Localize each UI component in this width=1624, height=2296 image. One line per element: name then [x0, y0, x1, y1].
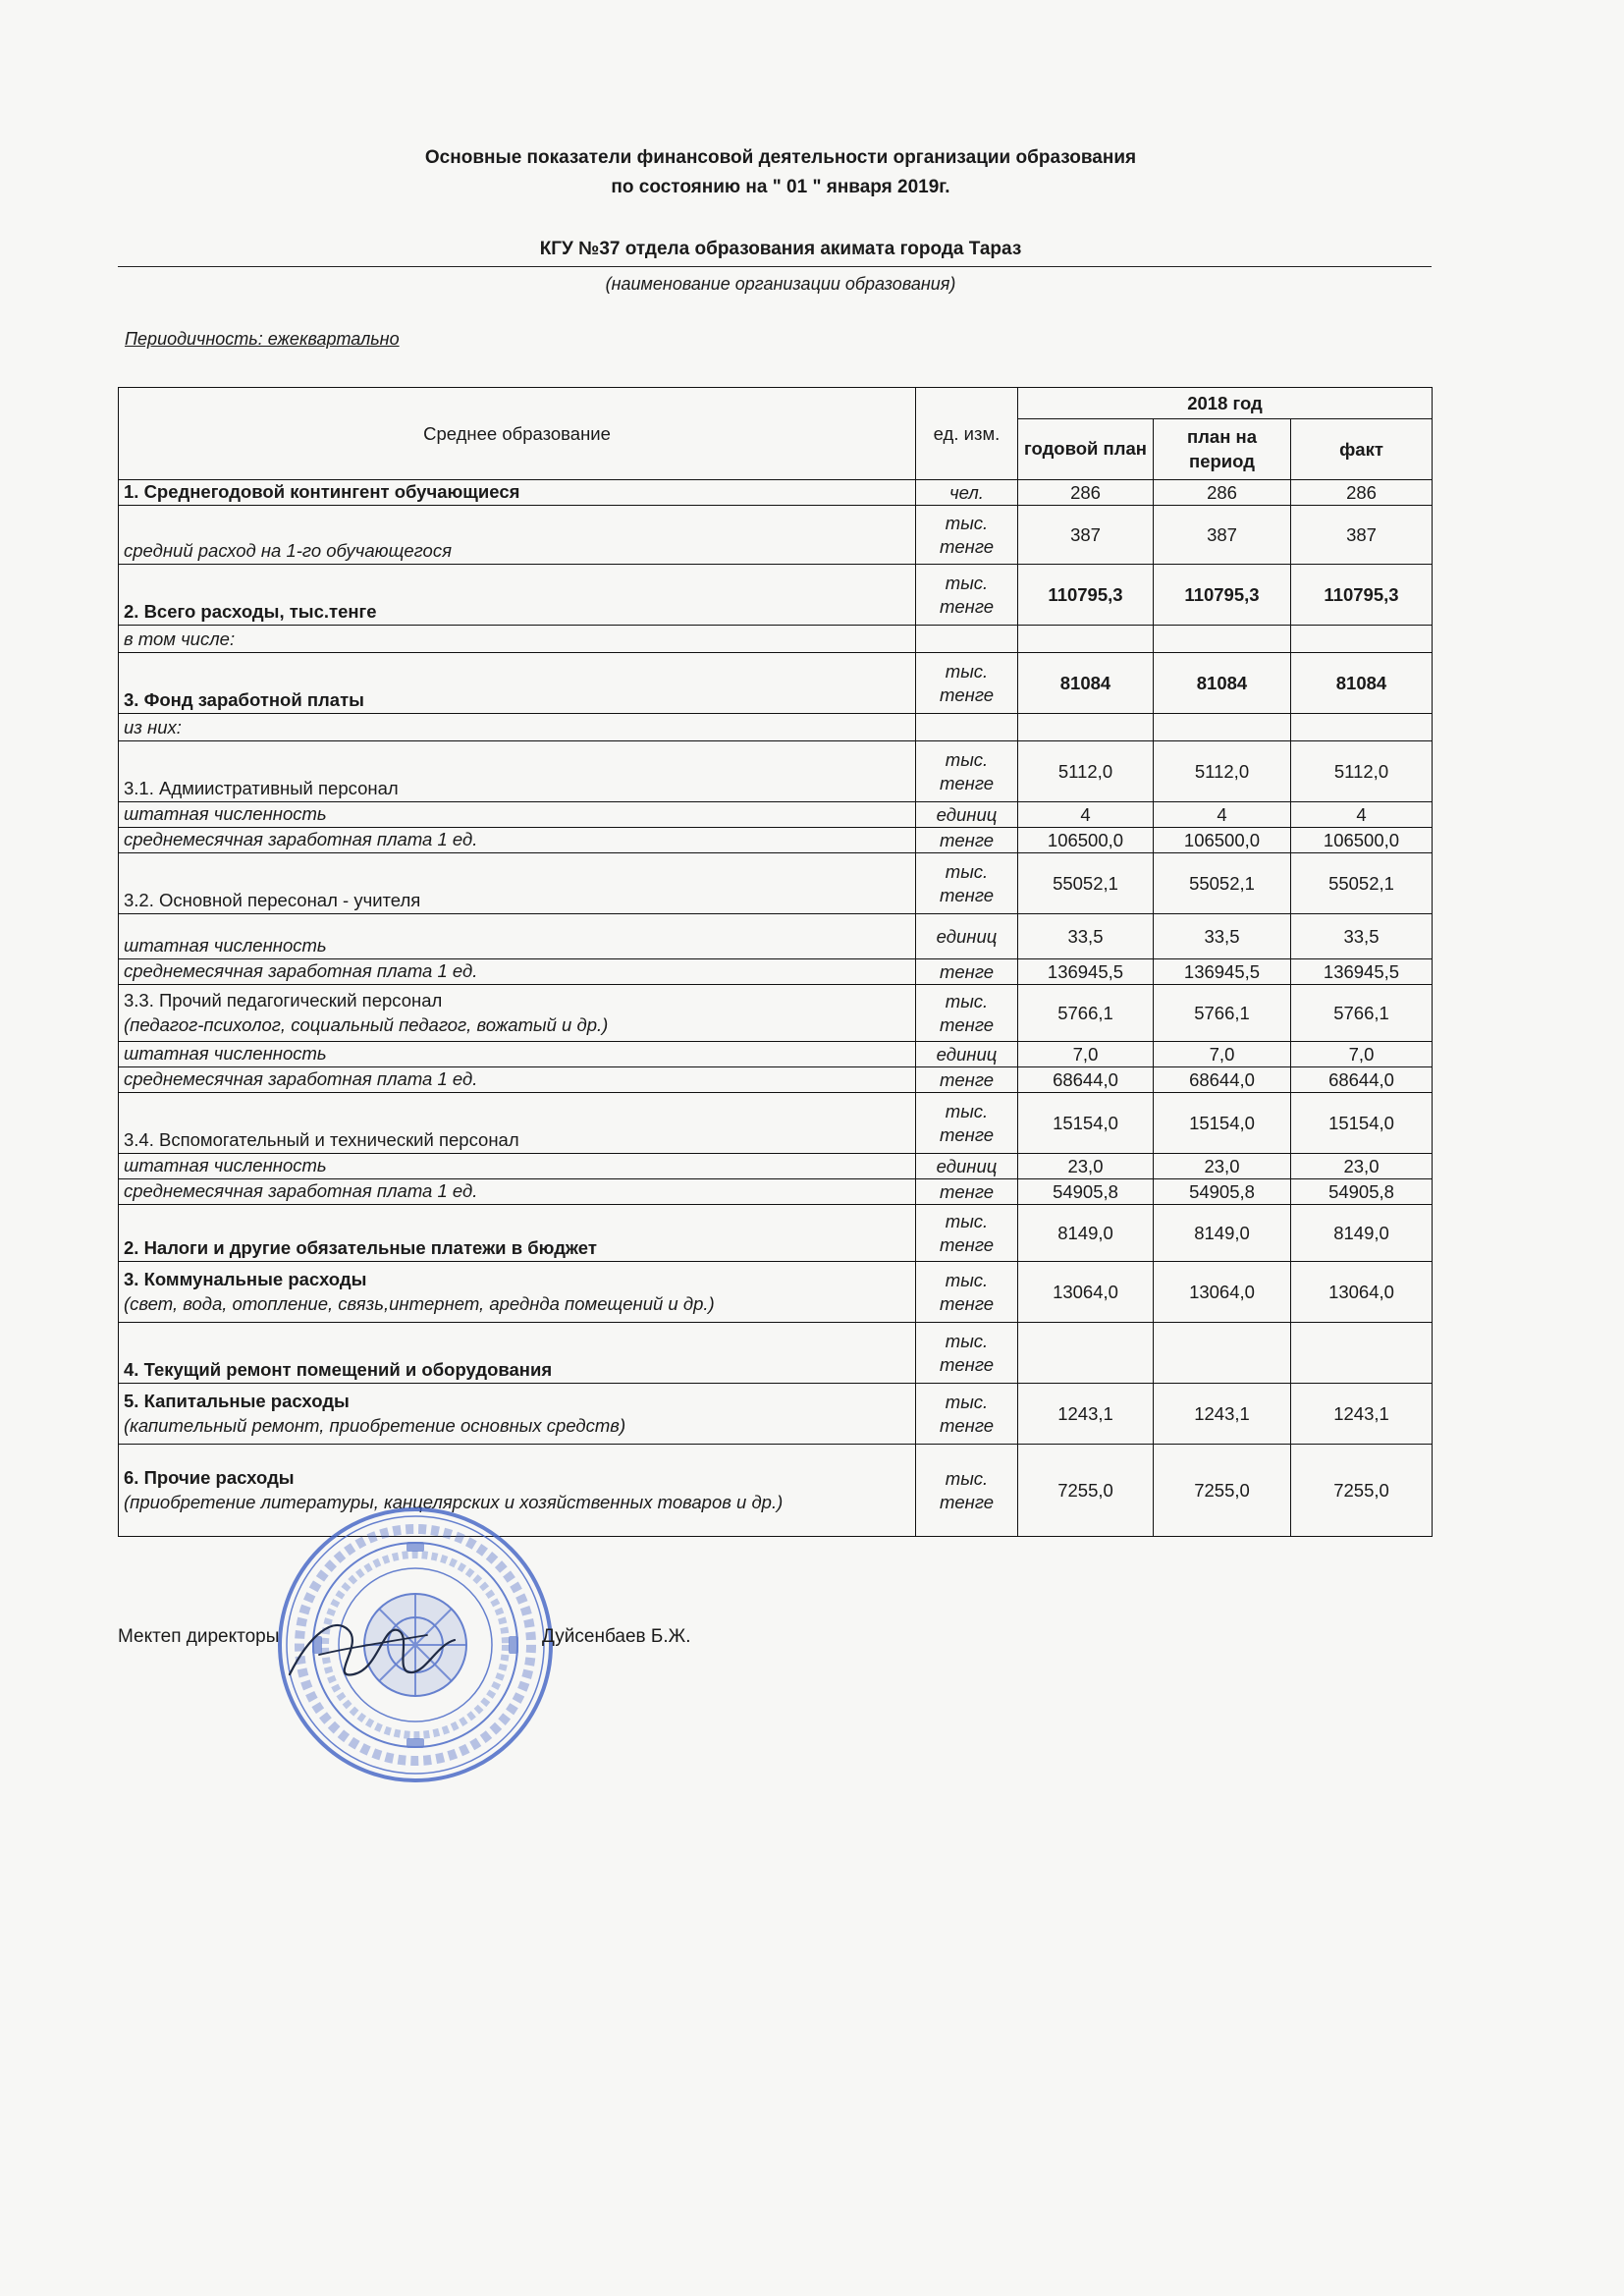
table-row	[119, 828, 1433, 853]
value-fact: 5112,0	[1291, 741, 1433, 802]
value-fact: 23,0	[1291, 1154, 1433, 1179]
value-annual-plan: 387	[1018, 506, 1154, 565]
value-annual-plan: 68644,0	[1018, 1067, 1154, 1093]
value-period-plan	[1154, 626, 1291, 653]
value-period-plan: 110795,3	[1154, 565, 1291, 626]
row-label: среднемесячная заработная плата 1 ед.	[124, 960, 478, 981]
row-unit: тенге	[916, 959, 1018, 985]
row-unit: чел.	[916, 480, 1018, 506]
row-label-cell	[119, 741, 916, 802]
value-period-plan: 8149,0	[1154, 1205, 1291, 1262]
row-label-cell	[119, 480, 916, 506]
row-label-cell	[119, 802, 916, 828]
row-label: 6. Прочие расходы	[124, 1467, 295, 1489]
value-fact: 33,5	[1291, 914, 1433, 959]
value-period-plan: 106500,0	[1154, 828, 1291, 853]
value-annual-plan: 55052,1	[1018, 853, 1154, 914]
row-label-cell	[119, 1154, 916, 1179]
value-annual-plan	[1018, 626, 1154, 653]
value-annual-plan	[1018, 714, 1154, 741]
row-label-cell	[119, 853, 916, 914]
row-sublabel: (свет, вода, отопление, связь,интернет, ареднда помещений и др.)	[124, 1292, 715, 1314]
value-annual-plan: 54905,8	[1018, 1179, 1154, 1205]
director-signature	[280, 1596, 466, 1704]
row-unit: тыс. тенге	[916, 653, 1018, 714]
value-period-plan: 23,0	[1154, 1154, 1291, 1179]
table-row	[119, 985, 1433, 1042]
row-label: среднемесячная заработная плата 1 ед.	[124, 1180, 478, 1201]
periodicity: Периодичность: ежеквартально	[125, 329, 400, 349]
row-label: 4. Текущий ремонт помещений и оборудования	[124, 1359, 553, 1380]
row-unit: единиц	[916, 1042, 1018, 1067]
signatory-name: Дуйсенбаев Б.Ж.	[542, 1626, 691, 1647]
row-unit: тыс. тенге	[916, 1262, 1018, 1323]
table-row	[119, 802, 1433, 828]
row-unit: тыс. тенге	[916, 741, 1018, 802]
value-fact: 55052,1	[1291, 853, 1433, 914]
row-sublabel: (капитeльный ремонт, приобретение основных средств)	[124, 1414, 626, 1436]
row-label-cell	[119, 653, 916, 714]
value-annual-plan: 5112,0	[1018, 741, 1154, 802]
row-label: 2. Налоги и другие обязательные платежи в бюджет	[124, 1237, 597, 1258]
value-period-plan: 286	[1154, 480, 1291, 506]
value-period-plan: 15154,0	[1154, 1093, 1291, 1154]
value-fact: 54905,8	[1291, 1179, 1433, 1205]
value-period-plan	[1154, 714, 1291, 741]
row-label-cell	[119, 1262, 916, 1323]
row-sublabel: (приобретение литературы, канцелярских и хозяйственных товаров и др.)	[124, 1491, 784, 1512]
value-annual-plan: 23,0	[1018, 1154, 1154, 1179]
row-label-cell	[119, 565, 916, 626]
row-label: 3. Коммунальные расходы	[124, 1269, 367, 1290]
value-fact: 7,0	[1291, 1042, 1433, 1067]
document-date: по состоянию на " 01 " января 2019г.	[611, 177, 950, 197]
value-annual-plan: 13064,0	[1018, 1262, 1154, 1323]
value-fact: 4	[1291, 802, 1433, 828]
value-annual-plan: 8149,0	[1018, 1205, 1154, 1262]
table-row	[119, 914, 1433, 959]
row-label-cell	[119, 506, 916, 565]
row-unit: тенге	[916, 1179, 1018, 1205]
row-label-cell	[119, 1067, 916, 1093]
value-fact: 15154,0	[1291, 1093, 1433, 1154]
value-annual-plan: 106500,0	[1018, 828, 1154, 853]
value-period-plan	[1154, 1323, 1291, 1384]
table-row	[119, 506, 1433, 565]
row-label-cell	[119, 714, 916, 741]
value-fact: 286	[1291, 480, 1433, 506]
row-unit: тыс. тенге	[916, 1323, 1018, 1384]
row-unit: тыс. тенге	[916, 985, 1018, 1042]
table-row	[119, 1067, 1433, 1093]
table-row	[119, 565, 1433, 626]
row-label: 3.1. Адмииcтративный персонал	[124, 778, 399, 798]
table-row	[119, 853, 1433, 914]
unit-header: ед. изм.	[916, 388, 1018, 480]
col-header-annual-plan: годовой план	[1018, 419, 1154, 480]
row-unit: единиц	[916, 1154, 1018, 1179]
value-period-plan: 136945,5	[1154, 959, 1291, 985]
row-label-cell	[119, 1384, 916, 1445]
table-body	[119, 480, 1433, 1537]
organization-underline	[118, 266, 1432, 267]
row-label: 3.4. Вспомогательный и технический персонал	[124, 1129, 519, 1150]
organization-caption: (наименование организации образования)	[605, 274, 956, 294]
document-title: Основные показатели финансовой деятельности организации образования	[424, 147, 1137, 168]
value-fact: 68644,0	[1291, 1067, 1433, 1093]
table-row	[119, 1205, 1433, 1262]
row-unit: тыс. тенге	[916, 1445, 1018, 1537]
row-label-cell	[119, 1179, 916, 1205]
row-unit: единиц	[916, 802, 1018, 828]
value-fact	[1291, 714, 1433, 741]
row-unit	[916, 714, 1018, 741]
value-annual-plan: 136945,5	[1018, 959, 1154, 985]
row-label: в том числе:	[124, 629, 236, 649]
value-fact: 106500,0	[1291, 828, 1433, 853]
row-label: 3.2. Основной пересонал - учителя	[124, 890, 421, 910]
value-period-plan: 7255,0	[1154, 1445, 1291, 1537]
value-fact: 136945,5	[1291, 959, 1433, 985]
financial-indicators-table	[118, 387, 1433, 1537]
row-unit: тыс. тенге	[916, 1093, 1018, 1154]
value-period-plan: 5112,0	[1154, 741, 1291, 802]
col-header-period-plan: план на период	[1154, 419, 1291, 480]
row-label: 5. Капитальные расходы	[124, 1391, 350, 1412]
row-label-cell	[119, 1205, 916, 1262]
value-fact: 7255,0	[1291, 1445, 1433, 1537]
row-label-cell	[119, 1042, 916, 1067]
row-label: штатная численность	[124, 1155, 327, 1175]
row-unit	[916, 626, 1018, 653]
value-fact	[1291, 1323, 1433, 1384]
value-period-plan: 1243,1	[1154, 1384, 1291, 1445]
table-row	[119, 1154, 1433, 1179]
table-row	[119, 1179, 1433, 1205]
section-title-header: Среднее образование	[119, 388, 916, 480]
value-period-plan: 4	[1154, 802, 1291, 828]
value-fact: 110795,3	[1291, 565, 1433, 626]
signature-line	[118, 1626, 691, 1648]
row-unit: тыс. тенге	[916, 1384, 1018, 1445]
row-label: среднемесячная заработная плата 1 ед.	[124, 829, 478, 849]
value-annual-plan: 4	[1018, 802, 1154, 828]
row-label-cell	[119, 1093, 916, 1154]
table-row	[119, 959, 1433, 985]
table-row	[119, 1384, 1433, 1445]
value-fact: 8149,0	[1291, 1205, 1433, 1262]
row-unit: тыс. тенге	[916, 1205, 1018, 1262]
value-annual-plan: 5766,1	[1018, 985, 1154, 1042]
value-fact: 81084	[1291, 653, 1433, 714]
row-label: 1. Среднегодовой контингент обучающиеся	[124, 481, 520, 502]
row-label: штатная численность	[124, 803, 327, 824]
table-row	[119, 653, 1433, 714]
value-annual-plan: 110795,3	[1018, 565, 1154, 626]
year-header: 2018 год	[1018, 388, 1433, 419]
signatory-role: Мектеп директоры	[118, 1626, 280, 1647]
row-label: 2. Всего расходы, тыс.тенге	[124, 601, 377, 622]
value-period-plan: 54905,8	[1154, 1179, 1291, 1205]
table-row	[119, 1262, 1433, 1323]
row-label: 3. Фонд заработной платы	[124, 689, 364, 710]
value-period-plan: 13064,0	[1154, 1262, 1291, 1323]
row-label-cell	[119, 985, 916, 1042]
row-unit: тыс. тенге	[916, 853, 1018, 914]
value-annual-plan: 33,5	[1018, 914, 1154, 959]
row-unit: тенге	[916, 828, 1018, 853]
value-fact: 387	[1291, 506, 1433, 565]
table-row	[119, 1323, 1433, 1384]
value-annual-plan: 7255,0	[1018, 1445, 1154, 1537]
row-unit: тыс. тенге	[916, 565, 1018, 626]
value-period-plan: 387	[1154, 506, 1291, 565]
value-annual-plan: 15154,0	[1018, 1093, 1154, 1154]
value-fact: 5766,1	[1291, 985, 1433, 1042]
value-period-plan: 81084	[1154, 653, 1291, 714]
value-annual-plan: 81084	[1018, 653, 1154, 714]
value-period-plan: 55052,1	[1154, 853, 1291, 914]
row-unit: единиц	[916, 914, 1018, 959]
value-fact	[1291, 626, 1433, 653]
value-fact: 1243,1	[1291, 1384, 1433, 1445]
table-row	[119, 1093, 1433, 1154]
row-label-cell	[119, 828, 916, 853]
row-label: из них:	[124, 717, 182, 738]
value-period-plan: 5766,1	[1154, 985, 1291, 1042]
organization-name: КГУ №37 отдела образования акимата города Тараз	[539, 239, 1022, 259]
table-row	[119, 480, 1433, 506]
value-fact: 13064,0	[1291, 1262, 1433, 1323]
value-period-plan: 7,0	[1154, 1042, 1291, 1067]
row-sublabel: (педагог-психолог, социальный педагог, вожатый и др.)	[124, 1013, 609, 1035]
row-label: 3.3. Прочий педагогический персонал	[124, 990, 443, 1011]
col-header-fact: факт	[1291, 419, 1433, 480]
table-row	[119, 1042, 1433, 1067]
row-label: штатная численность	[124, 1043, 327, 1064]
row-label-cell	[119, 914, 916, 959]
row-label-cell	[119, 626, 916, 653]
row-unit: тенге	[916, 1067, 1018, 1093]
row-label: средний расход на 1-го обучающегося	[124, 540, 452, 561]
value-period-plan: 33,5	[1154, 914, 1291, 959]
table-row	[119, 741, 1433, 802]
value-annual-plan: 7,0	[1018, 1042, 1154, 1067]
table-row	[119, 626, 1433, 653]
table-row	[119, 714, 1433, 741]
row-unit: тыс. тенге	[916, 506, 1018, 565]
row-label: штатная численность	[124, 935, 327, 956]
row-label-cell	[119, 959, 916, 985]
row-label: среднемесячная заработная плата 1 ед.	[124, 1068, 478, 1089]
row-label-cell	[119, 1323, 916, 1384]
value-annual-plan	[1018, 1323, 1154, 1384]
value-annual-plan: 1243,1	[1018, 1384, 1154, 1445]
value-period-plan: 68644,0	[1154, 1067, 1291, 1093]
value-annual-plan: 286	[1018, 480, 1154, 506]
